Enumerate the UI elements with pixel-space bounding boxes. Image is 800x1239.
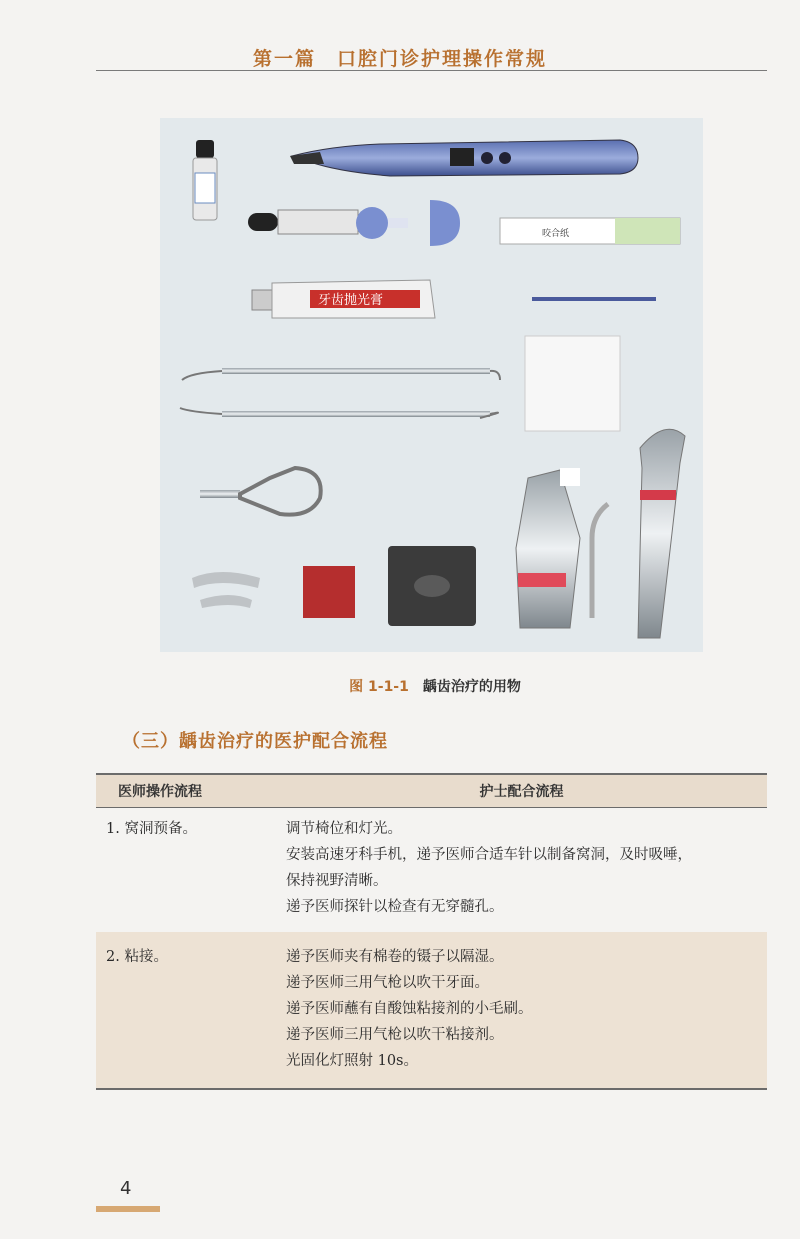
doctor-step: 2. 粘接。 <box>106 949 168 965</box>
nurse-step: 递予医师夹有棉卷的镊子以隔湿。 <box>286 949 504 965</box>
figure-number: 图 1-1-1 <box>349 679 409 695</box>
header-doctor: 医师操作流程 <box>118 784 202 800</box>
paper-label: 咬合纸 <box>542 229 570 239</box>
cotton-pad <box>525 336 620 431</box>
adhesive-bottle <box>193 140 217 220</box>
air-water-tip <box>592 504 608 618</box>
nurse-step: 安装高速牙科手机，递予医师合适车针以制备窝洞，及时吸唾， <box>286 847 692 863</box>
section-heading: （三）龋齿治疗的医护配合流程 <box>122 731 388 752</box>
figure-caption <box>0 676 800 696</box>
rubber-dam <box>303 566 355 618</box>
table-bottom-rule <box>96 1088 767 1090</box>
figure-title: 龋齿治疗的用物 <box>422 679 521 695</box>
procedure-table <box>96 773 767 1090</box>
nurse-step: 调节椅位和灯光。 <box>286 821 402 837</box>
nurse-steps <box>286 816 767 920</box>
composite-syringe <box>248 200 460 246</box>
chapter-title: 第一篇 口腔门诊护理操作常规 <box>252 48 547 70</box>
doctor-step: 1. 窝洞预备。 <box>106 821 197 837</box>
micro-brush <box>532 297 656 301</box>
curing-light <box>290 140 638 176</box>
nurse-steps <box>286 944 767 1074</box>
nurse-step: 递予医师蘸有自酸蚀粘接剂的小毛刷。 <box>286 1001 533 1017</box>
nurse-step: 光固化灯照射 10s。 <box>286 1053 419 1069</box>
high-speed-handpiece <box>638 429 685 638</box>
dam-frame <box>388 546 476 626</box>
nurse-step: 递予医师三用气枪以吹干粘接剂。 <box>286 1027 504 1043</box>
matrix-bands <box>192 572 260 608</box>
dental-explorers <box>180 368 500 418</box>
table-header <box>96 775 767 808</box>
table-row <box>96 932 767 1088</box>
articulating-paper <box>500 218 680 244</box>
nurse-step: 递予医师三用气枪以吹干牙面。 <box>286 975 489 991</box>
table-row <box>96 808 767 932</box>
polishing-paste-tube <box>252 280 435 318</box>
page-number-bar <box>96 1206 160 1212</box>
instrument-photo <box>160 118 703 652</box>
tube-label: 牙齿抛光膏 <box>318 293 384 308</box>
header-nurse: 护士配合流程 <box>479 784 564 800</box>
nurse-step: 保持视野清晰。 <box>286 873 388 889</box>
matrix-retainer <box>200 468 321 515</box>
instrument-illustration <box>160 118 703 652</box>
low-speed-handpiece <box>516 468 580 628</box>
page-number: 4 <box>120 1178 132 1199</box>
nurse-step: 递予医师探针以检查有无穿髓孔。 <box>286 899 504 915</box>
header-rule <box>96 70 767 71</box>
